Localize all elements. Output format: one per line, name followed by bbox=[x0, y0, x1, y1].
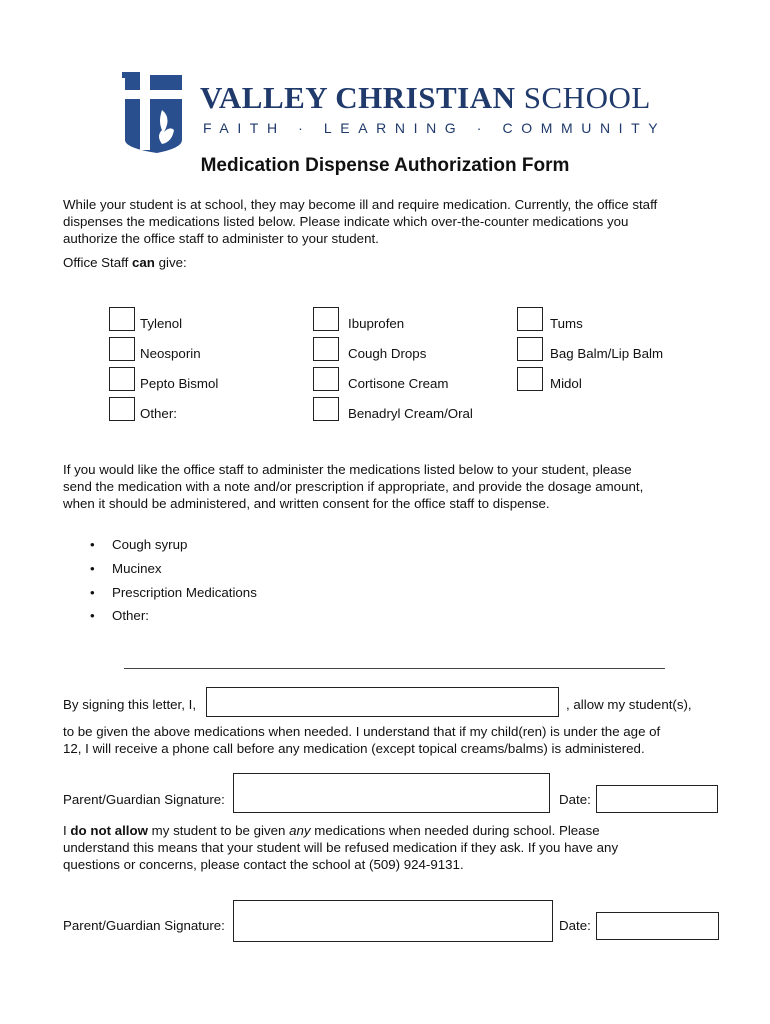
can-give-label: Office Staff can give: bbox=[63, 255, 187, 270]
divider bbox=[124, 668, 665, 669]
label-tylenol: Tylenol bbox=[140, 316, 183, 331]
checkbox-midol[interactable] bbox=[517, 367, 543, 391]
checkbox-pepto-bismol[interactable] bbox=[109, 367, 135, 391]
label-tums: Tums bbox=[550, 316, 583, 331]
form-title: Medication Dispense Authorization Form bbox=[200, 155, 570, 176]
date-label: Date: bbox=[559, 918, 591, 933]
date-field-refusal[interactable] bbox=[596, 912, 719, 940]
consent-paragraph: to be given the above medications when needed. I understand that if my child(ren) is under the age of 12, I will receive a phone call before any medication (except topical creams/balms) is administered. bbox=[63, 724, 661, 756]
label-midol: Midol bbox=[550, 376, 582, 391]
school-tagline: FAITH · LEARNING · COMMUNITY bbox=[203, 120, 667, 136]
checkbox-cough-drops[interactable] bbox=[313, 337, 339, 361]
label-other: Other: bbox=[140, 406, 177, 421]
instructions-paragraph: If you would like the office staff to administer the medications listed below to your student, please send the medication with a note and/or prescription if appropriate, and provide the dosage amount, when it should be administered, and written consent for the office staff to dispense. bbox=[63, 462, 644, 511]
list-item: • Prescription Medications bbox=[90, 585, 257, 600]
consent-suffix: , allow my student(s), bbox=[566, 697, 692, 712]
signature-field-consent[interactable] bbox=[233, 773, 550, 813]
checkbox-tums[interactable] bbox=[517, 307, 543, 331]
label-neosporin: Neosporin bbox=[140, 346, 201, 361]
school-logo bbox=[122, 70, 192, 155]
list-item: • Mucinex bbox=[90, 561, 162, 576]
checkbox-neosporin[interactable] bbox=[109, 337, 135, 361]
guardian-name-input[interactable] bbox=[206, 687, 559, 717]
checkbox-ibuprofen[interactable] bbox=[313, 307, 339, 331]
signature-field-refusal[interactable] bbox=[233, 900, 553, 942]
label-pepto-bismol: Pepto Bismol bbox=[140, 376, 219, 391]
label-ibuprofen: Ibuprofen bbox=[348, 316, 405, 331]
date-label: Date: bbox=[559, 792, 591, 807]
signature-label: Parent/Guardian Signature: bbox=[63, 918, 225, 933]
list-item: • Other: bbox=[90, 608, 149, 623]
checkbox-other[interactable] bbox=[109, 397, 135, 421]
consent-prefix: By signing this letter, I, bbox=[63, 697, 197, 712]
label-benadryl: Benadryl Cream/Oral bbox=[348, 406, 473, 421]
intro-paragraph: While your student is at school, they may become ill and require medication. Currently, the office staff dispenses the medications listed below. Please indicate which over-the-counter medications you authorize the office staff to administer to your student. bbox=[63, 197, 658, 246]
school-name: VALLEY CHRISTIAN SCHOOL bbox=[200, 80, 651, 115]
label-cough-drops: Cough Drops bbox=[348, 346, 427, 361]
date-field-consent[interactable] bbox=[596, 785, 718, 813]
checkbox-tylenol[interactable] bbox=[109, 307, 135, 331]
checkbox-cortisone-cream[interactable] bbox=[313, 367, 339, 391]
checkbox-benadryl[interactable] bbox=[313, 397, 339, 421]
label-bag-balm: Bag Balm/Lip Balm bbox=[550, 346, 664, 361]
label-cortisone-cream: Cortisone Cream bbox=[348, 376, 449, 391]
signature-label: Parent/Guardian Signature: bbox=[63, 792, 225, 807]
checkbox-bag-balm[interactable] bbox=[517, 337, 543, 361]
list-item: • Cough syrup bbox=[90, 537, 188, 552]
refusal-paragraph: I do not allow my student to be given any medications when needed during school. Please understand this means that your student will be refused medication if they ask. If you have any questions or concerns, please contact the school at (509) 924-9131. bbox=[63, 823, 619, 872]
